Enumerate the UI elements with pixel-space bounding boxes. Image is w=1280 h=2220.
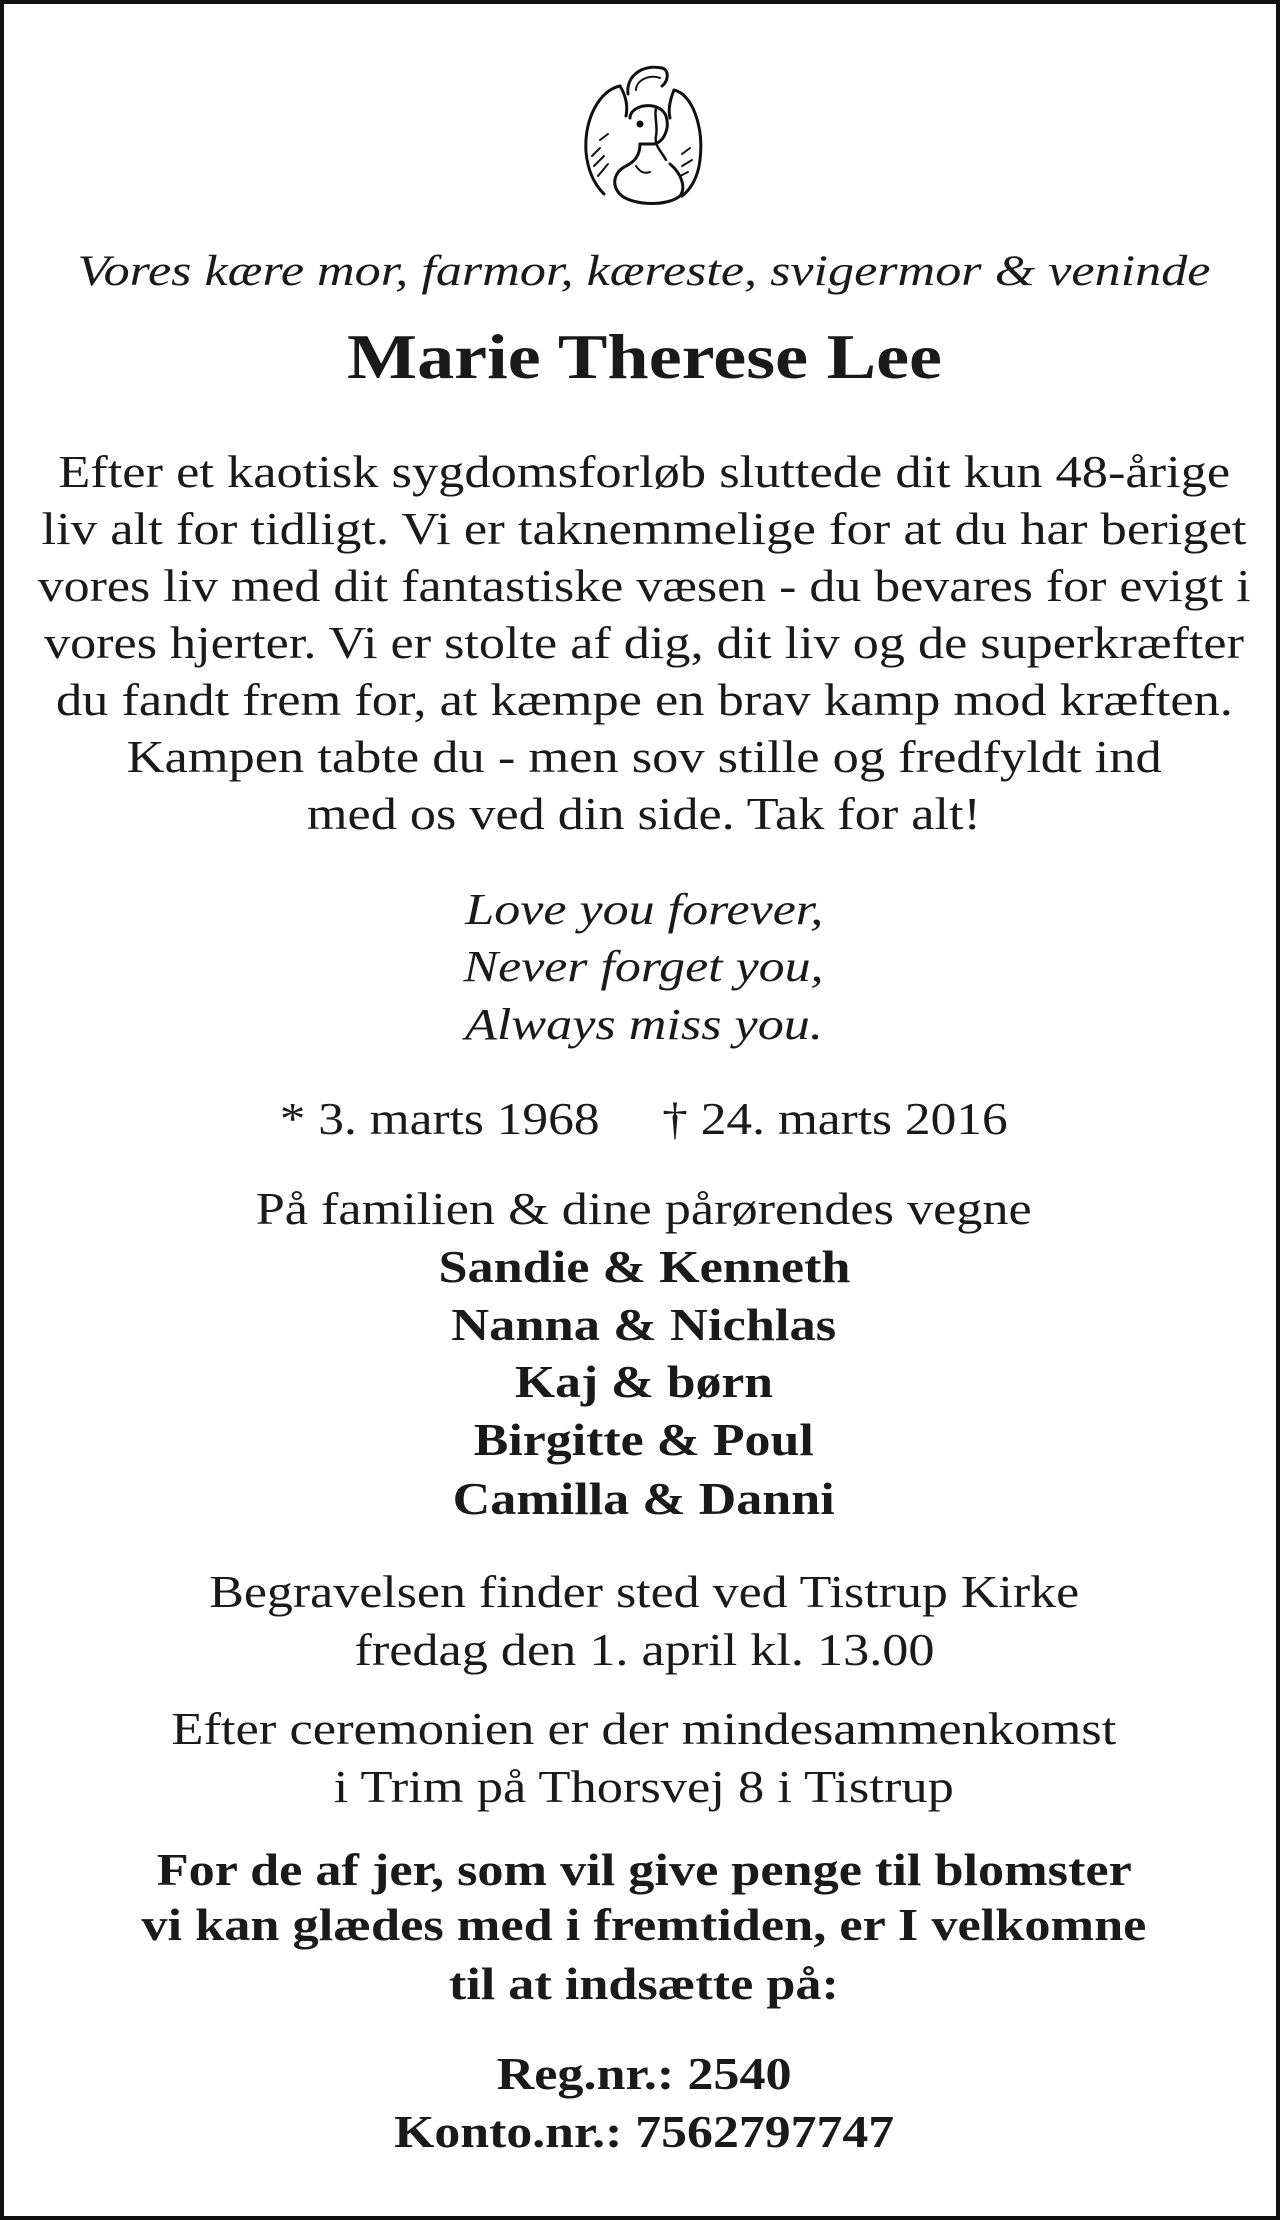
body-line: med os ved din side. Tak for alt! <box>307 788 981 839</box>
body-line: vores liv med dit fantastiske væsen - du bevares for evigt i <box>37 560 1251 611</box>
poem-line: Always miss you. <box>464 1000 823 1049</box>
family-name: Nanna & Nichlas <box>451 1299 837 1350</box>
family-name: Sandie & Kenneth <box>437 1241 850 1292</box>
angel-icon <box>570 56 720 208</box>
dates-group <box>279 1093 1009 1144</box>
subtitle: Vores kære mor, farmor, kæreste, svigermor & veninde <box>77 248 1211 295</box>
body-line: liv alt for tidligt. Vi er taknemmelige for at du har beriget <box>41 503 1247 554</box>
body-line: Efter et kaotisk sygdomsforløb sluttede dit kun 48-årige <box>58 446 1230 497</box>
donation-line: For de af jer, som vil give penge til blomster <box>156 1844 1132 1895</box>
donation-line: til at indsætte på: <box>448 1958 839 2009</box>
life-dates <box>4 1093 1280 1144</box>
gathering-line: i Trim på Thorsvej 8 i Tistrup <box>333 1761 955 1812</box>
funeral-line: fredag den 1. april kl. 13.00 <box>353 1624 935 1675</box>
poem-line: Never forget you, <box>463 942 825 991</box>
account-number: Konto.nr.: 7562797747 <box>394 2106 894 2157</box>
deceased-name: Marie Therese Lee <box>346 321 942 392</box>
body-line: vores hjerter. Vi er stolte af dig, dit liv og de superkræfter <box>44 617 1244 668</box>
family-name: Birgitte & Poul <box>473 1414 815 1465</box>
donation-line: vi kan glædes med i fremtiden, er I velkomne <box>141 1899 1147 1950</box>
poem-line: Love you forever, <box>464 885 823 934</box>
body-line: Kampen tabte du - men sov stille og fredfyldt ind <box>126 731 1162 782</box>
body-line: du fandt frem for, at kæmpe en brav kamp mod kræften. <box>55 674 1233 725</box>
family-intro: På familien & dine pårørendes vegne <box>256 1183 1032 1234</box>
family-name: Kaj & børn <box>515 1356 773 1407</box>
funeral-line: Begravelsen finder sted ved Tistrup Kirke <box>209 1566 1079 1617</box>
reg-number: Reg.nr.: 2540 <box>496 2048 792 2099</box>
birth-date: * 3. marts 1968 <box>279 1093 600 1144</box>
family-name: Camilla & Danni <box>452 1473 836 1524</box>
death-date: † 24. marts 2016 <box>662 1093 1009 1144</box>
gathering-line: Efter ceremonien er der mindesammenkomst <box>171 1703 1117 1754</box>
